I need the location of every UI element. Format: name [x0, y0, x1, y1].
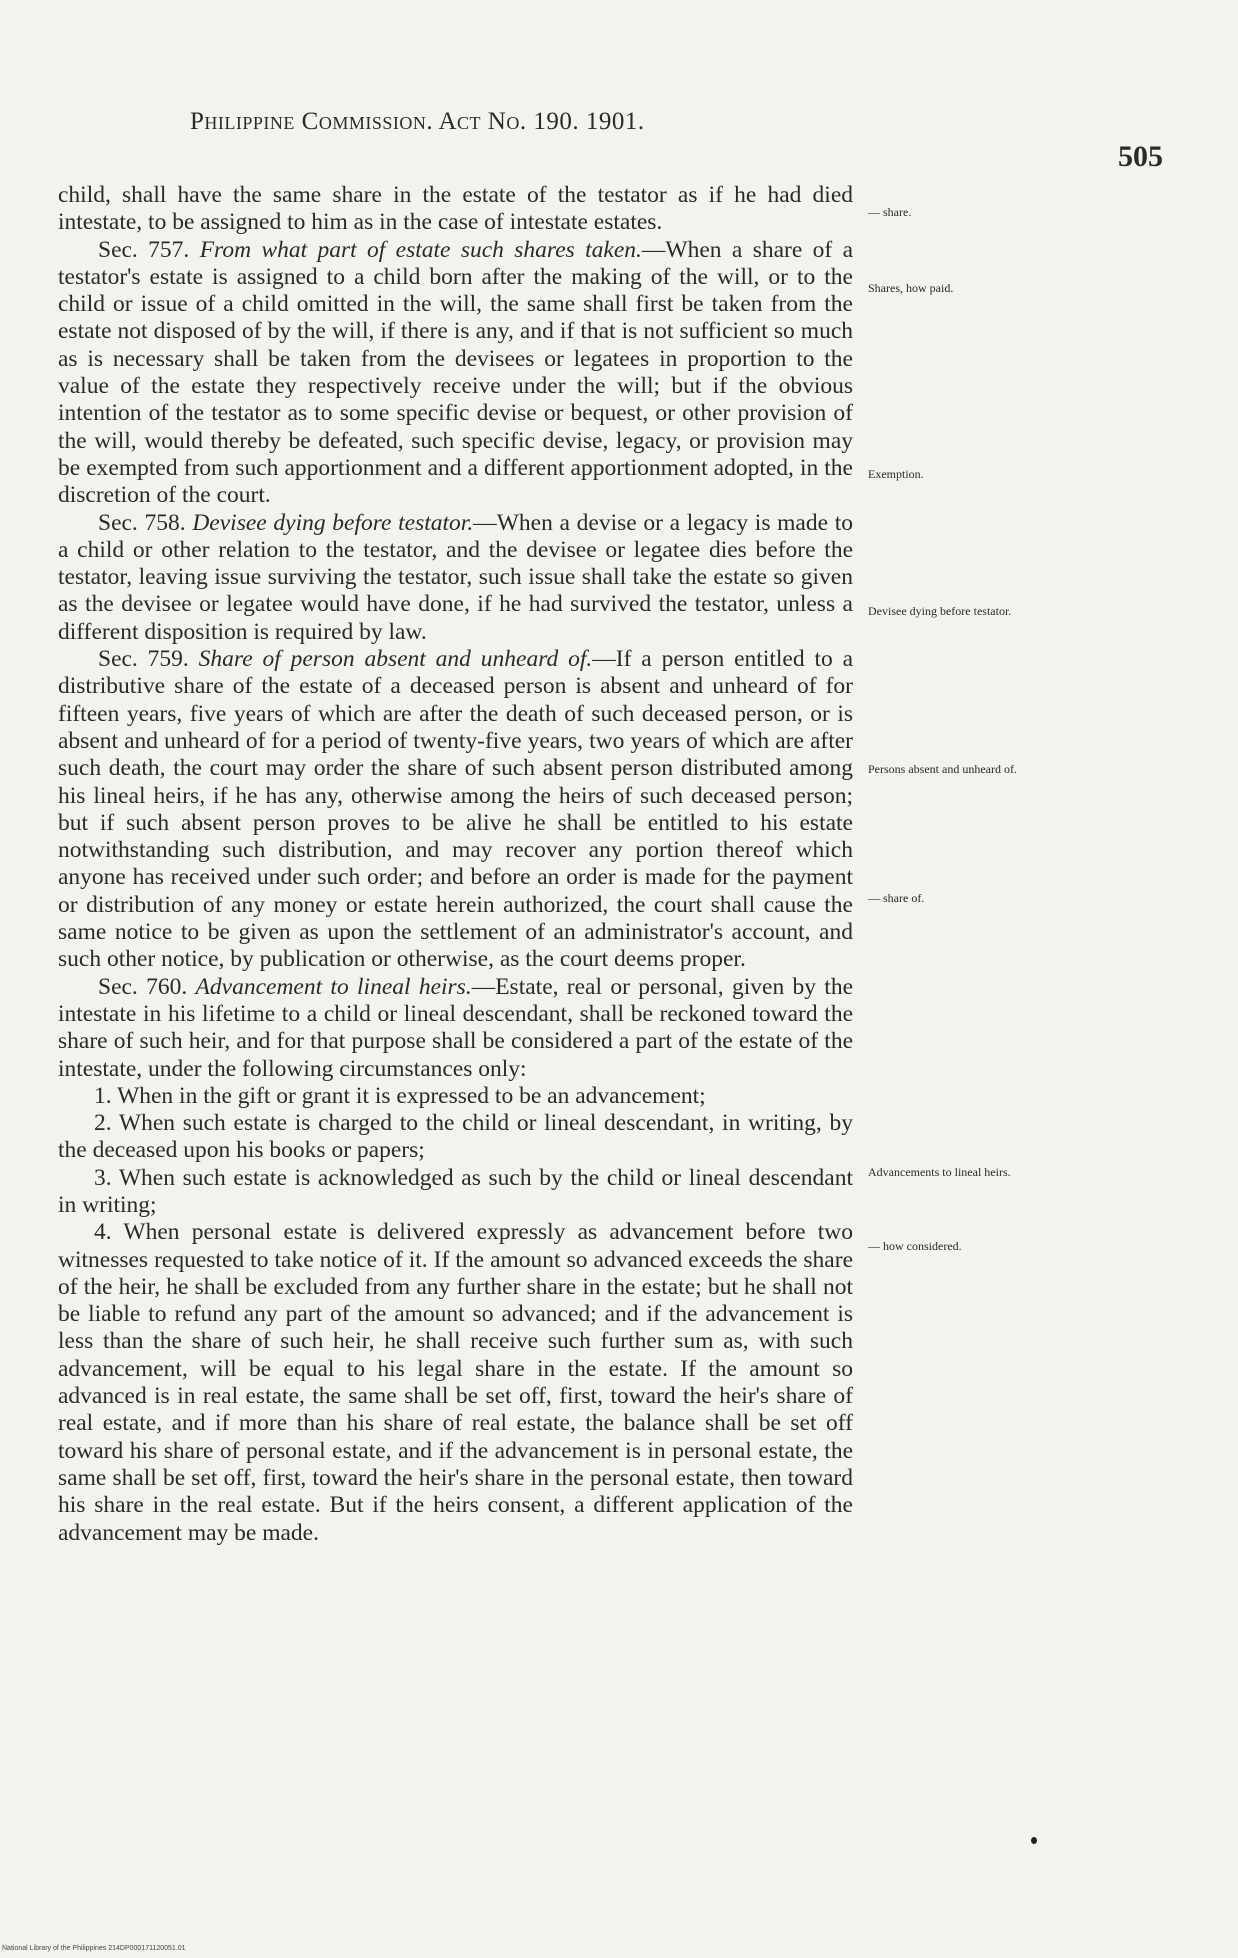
list-item-1: 1. When in the gift or grant it is expressed to be an advancement; [94, 1082, 706, 1109]
body-text [58, 182, 853, 1547]
section-758 [58, 510, 853, 646]
section-760-number: Sec. 760. [98, 973, 188, 1000]
list-item-4: 4. When personal estate is delivered expressly as advancement before two witnesses requested to take notice of it. If the amount so advanced exceeds the share of the heir, he shall be excluded from any further share in the estate; but he shall not be liable to refund any part of the amount so advanced; and if the advancement is less than the share of such heir, he shall receive such further sum as, with such advancement, will be equal to his legal share in the estate. If the amount so advanced is in real estate, the same shall be set off, first, toward the heir's share of real estate, and if more than his share of real estate, the balance shall be set off toward his share of personal estate, and if the advancement is in personal estate, the same shall be set off, first, toward the heir's share in the personal estate, then toward his share in the real estate. But if the heirs consent, a different application of the advancement may be made. [58, 1219, 853, 1546]
margin-note-how-considered: — how considered. [868, 1239, 962, 1253]
page-number: 505 [1118, 140, 1163, 173]
running-header: Philippine Commission. Act No. 190. 1901. [190, 108, 645, 135]
section-758-number: Sec. 758. [98, 509, 186, 536]
margin-note-persons-absent: Persons absent and unheard of. [868, 762, 1017, 776]
footer-credit: National Library of the Philippines 214DP000171120051.01 [2, 1945, 186, 1952]
section-757-text: —When a share of a testator's estate is assigned to a child born after the making of the will, or to the child or issue of a child omitted in the will, the same shall first be taken from the estate not disposed of by the will, if there is any, and if that is not sufficient so much as is necessary shall be taken from the devisees or legatees in proportion to the value of the estate they respectively receive under the will; but if the obvious intention of the testator as to some specific devise or bequest, or other provision of the will, would thereby be defeated, such specific devise, legacy, or provision may be exempted from such apportionment and a different apportionment adopted, in the discretion of the court. [58, 236, 854, 509]
section-758-title: Devisee dying before testator. [192, 509, 474, 536]
section-759-text: —If a person entitled to a distributive share of the estate of a deceased person is absent and unheard of for fifteen years, five years of which are after the death of such deceased person, or is absent and unheard of for a period of twenty-five years, two years of which are after such death, the court may order the share of such absent person distributed among his lineal heirs, if he has any, otherwise among the heirs of such deceased person; but if such absent person proves to be alive he shall be entitled to his estate notwithstanding such distribution, and may recover any portion thereof which anyone has received under such order; and before an order is made for the payment or distribution of any money or estate herein authorized, the court shall cause the same notice to be given as upon the settlement of an administrator's account, and such other notice, by publication or otherwise, as the court deems proper. [58, 646, 854, 973]
ink-dot [1031, 1837, 1037, 1844]
section-757-title: From what part of estate such shares taken. [199, 236, 642, 263]
list-item-3: 3. When such estate is acknowledged as such by the child or lineal descendant in writing; [58, 1164, 853, 1218]
section-759-title: Share of person absent and unheard of. [198, 646, 593, 673]
paragraph-continuation: child, shall have the same share in the estate of the testator as if he had died intestate, to be assigned to him as in the case of intestate estates. [58, 182, 853, 236]
section-760-title: Advancement to lineal heirs. [195, 973, 472, 1000]
margin-note-share: — share. [868, 205, 912, 219]
section-760 [58, 974, 853, 1083]
section-759 [58, 646, 853, 974]
list-item-2: 2. When such estate is charged to the child or lineal descendant, in writing, by the deceased upon his books or papers; [58, 1110, 853, 1164]
margin-note-devisee-dying: Devisee dying before testator. [868, 604, 1012, 618]
section-758-text: —When a devise or a legacy is made to a child or other relation to the testator, and the devisee or legatee dies before the testator, leaving issue surviving the testator, such issue shall take the estate so given as the devisee or legatee would have done, if he had survived the testator, unless a different disposition is required by law. [58, 509, 854, 645]
margin-note-shares-how-paid: Shares, how paid. [868, 281, 954, 295]
section-760-text: —Estate, real or personal, given by the intestate in his lifetime to a child or lineal descendant, shall be reckoned toward the share of such heir, and for that purpose shall be considered a part of the estate of the intestate, under the following circumstances only: [58, 973, 853, 1082]
margin-note-advancements: Advancements to lineal heirs. [868, 1165, 1011, 1179]
section-759-number: Sec. 759. [98, 646, 189, 673]
margin-note-share-of: — share of. [868, 891, 925, 905]
section-757 [58, 237, 853, 510]
margin-note-exemption: Exemption. [868, 467, 924, 481]
section-757-number: Sec. 757. [98, 236, 190, 263]
